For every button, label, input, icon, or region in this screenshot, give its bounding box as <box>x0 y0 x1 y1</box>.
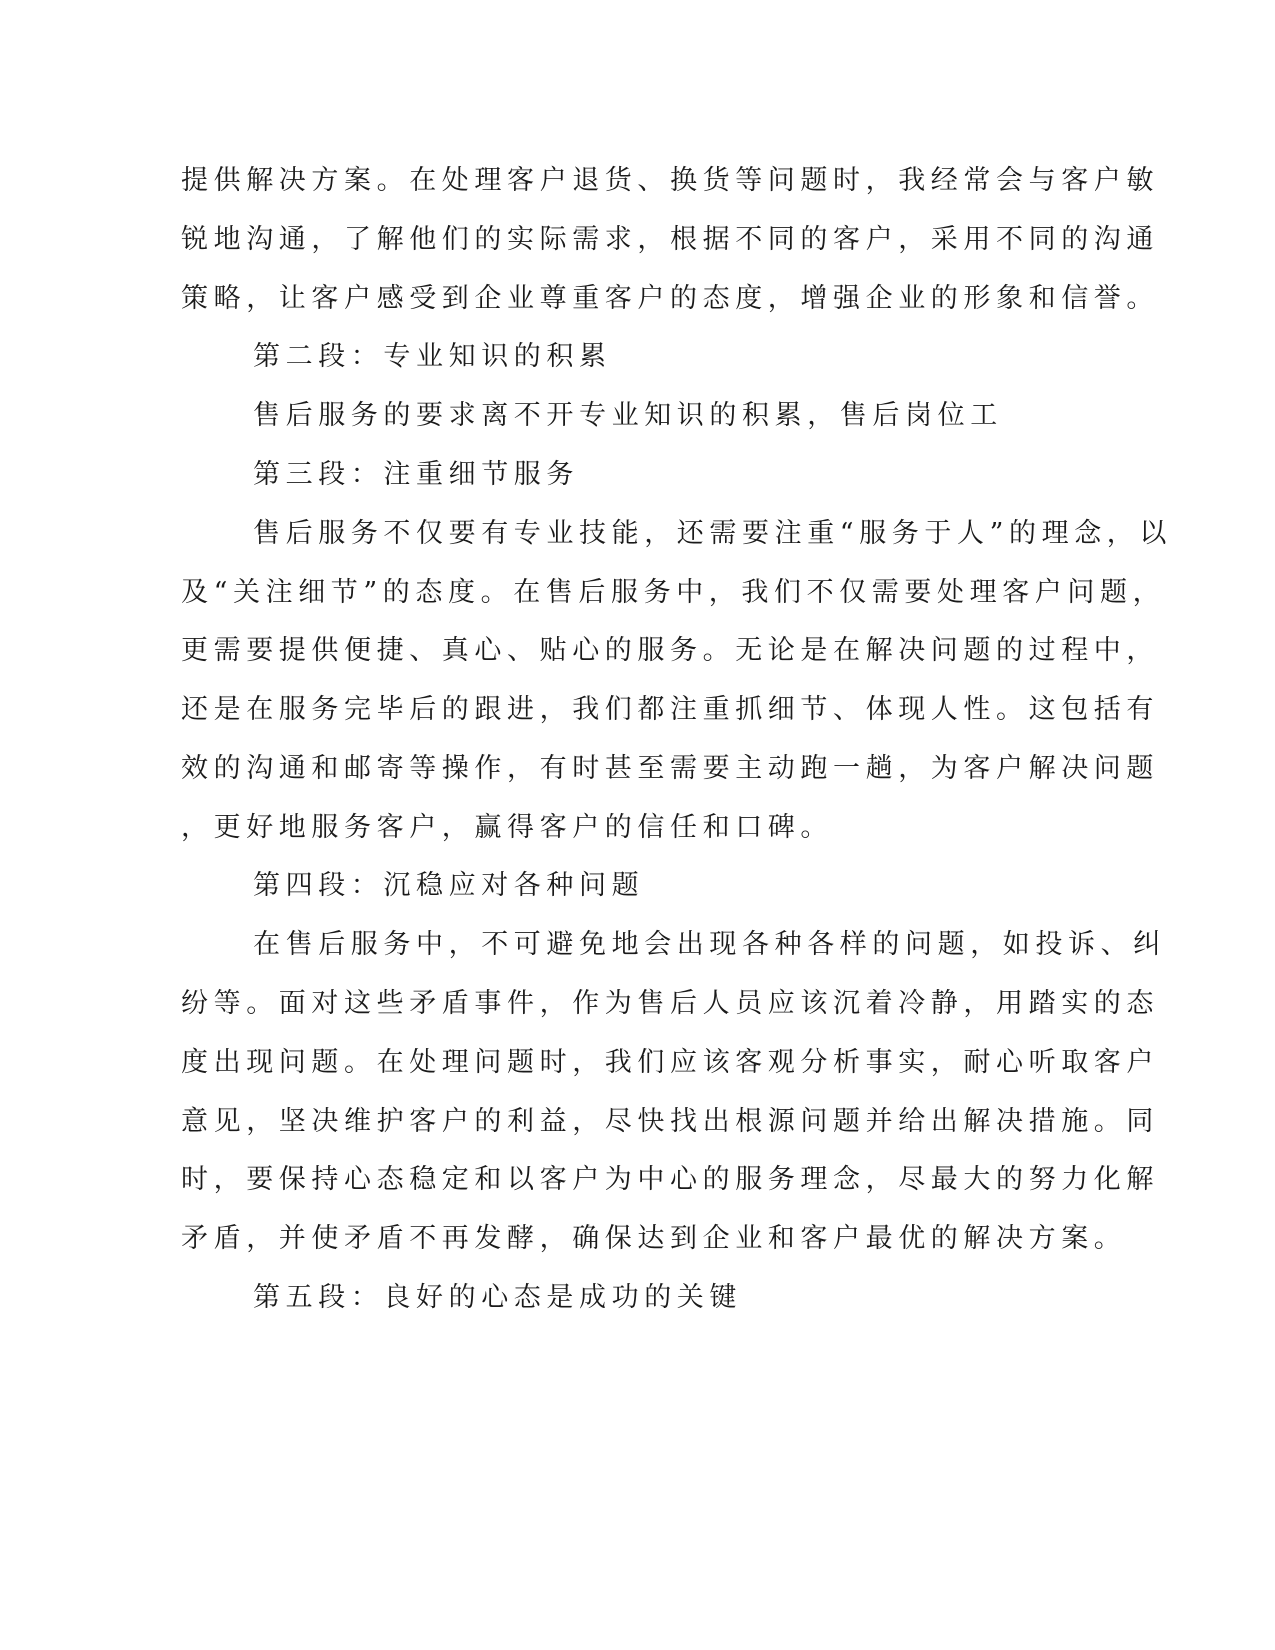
body-text-line: 更需要提供便捷、真心、贴心的服务。无论是在解决问题的过程中， <box>181 635 1159 666</box>
body-text-line: 时，要保持心态稳定和以客户为中心的服务理念，尽最大的努力化解 <box>181 1164 1159 1195</box>
section-heading: 第三段：注重细节服务 <box>253 459 579 490</box>
body-text-line: 售后服务的要求离不开专业知识的积累，售后岗位工 <box>253 400 1003 431</box>
body-text-line: 纷等。面对这些矛盾事件，作为售后人员应该沉着冷静，用踏实的态 <box>181 988 1159 1019</box>
body-text-line: 还是在服务完毕后的跟进，我们都注重抓细节、体现人性。这包括有 <box>181 694 1159 725</box>
body-text-line: 度出现问题。在处理问题时，我们应该客观分析事实，耐心听取客户 <box>181 1047 1159 1078</box>
section-heading: 第四段：沉稳应对各种问题 <box>253 870 645 901</box>
body-text-line: 及“关注细节”的态度。在售后服务中，我们不仅需要处理客户问题， <box>181 577 1166 608</box>
body-text-line: 售后服务不仅要有专业技能，还需要注重“服务于人”的理念，以 <box>253 518 1173 549</box>
body-text-line: 提供解决方案。在处理客户退货、换货等问题时，我经常会与客户敏 <box>181 165 1159 196</box>
body-text-line: 在售后服务中，不可避免地会出现各种各样的问题，如投诉、纠 <box>253 929 1166 960</box>
section-heading: 第五段：良好的心态是成功的关键 <box>253 1282 742 1313</box>
body-text-line: 矛盾，并使矛盾不再发酵，确保达到企业和客户最优的解决方案。 <box>181 1223 1127 1254</box>
body-text-line: 意见，坚决维护客户的利益，尽快找出根源问题并给出解决措施。同 <box>181 1106 1159 1137</box>
body-text-line: 策略，让客户感受到企业尊重客户的态度，增强企业的形象和信誉。 <box>181 283 1159 314</box>
body-text-line: 效的沟通和邮寄等操作，有时甚至需要主动跑一趟，为客户解决问题 <box>181 753 1159 784</box>
body-text-line: ，更好地服务客户，赢得客户的信任和口碑。 <box>181 812 833 843</box>
section-heading: 第二段：专业知识的积累 <box>253 341 612 372</box>
body-text-line: 锐地沟通，了解他们的实际需求，根据不同的客户，采用不同的沟通 <box>181 224 1159 255</box>
